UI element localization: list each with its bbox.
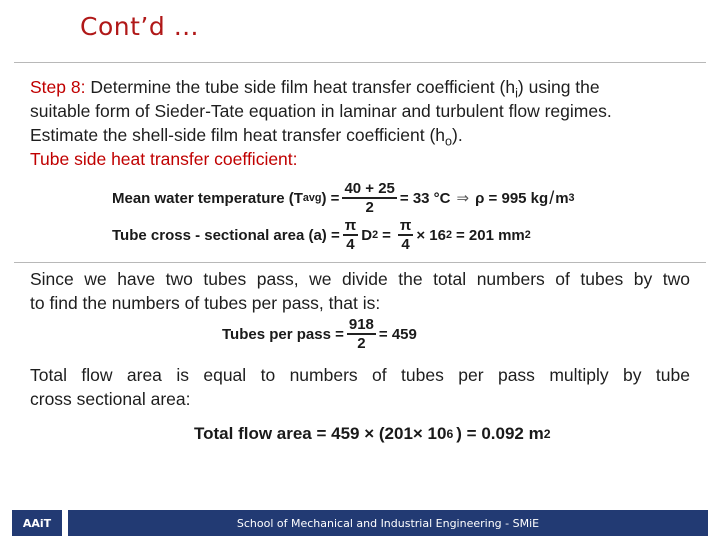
- step-text-3: Estimate the shell-side film heat transfer coefficient (h: [30, 125, 446, 145]
- step-text-3-end: ).: [452, 125, 463, 145]
- implies-arrow: ⇒: [456, 190, 470, 208]
- tubes-per-pass-equation: [222, 316, 417, 353]
- ho-subscript: o: [445, 134, 453, 149]
- area-den-2: 4: [401, 236, 410, 254]
- area-fraction-1: [343, 217, 358, 254]
- area-result: = 201 mm: [455, 226, 525, 244]
- density-unit-sup: 3: [568, 192, 575, 205]
- pass-denominator: 2: [357, 335, 366, 353]
- unit-slash: /: [549, 187, 555, 208]
- flow-eq-pre: Total flow area = 459 × (201× 10: [194, 424, 447, 443]
- footer-institute: AAiT: [12, 510, 62, 536]
- temp-result: = 33 °C: [399, 189, 451, 207]
- flow-text-line-1: Total flow area is equal to numbers of tubes per pass multiply by tube: [30, 365, 690, 385]
- step-label: Step 8:: [30, 77, 86, 97]
- slide-title: Cont’d …: [80, 12, 200, 41]
- area-lhs: Tube cross - sectional area (a) =: [112, 226, 340, 244]
- pass-lhs: Tubes per pass =: [222, 325, 344, 343]
- area-equals: =: [382, 226, 391, 244]
- area-num-1: π: [343, 217, 358, 236]
- pass-text-line-1: Since we have two tubes pass, we divide the total numbers of tubes by two: [30, 269, 690, 289]
- area-times: × 16: [416, 226, 446, 244]
- temp-lhs: Mean water temperature (T: [112, 189, 303, 207]
- cross-section-area-equation: [112, 217, 531, 254]
- pass-text-line-2: to find the numbers of tubes per pass, that is:: [30, 293, 381, 313]
- area-times-sup: 2: [445, 229, 452, 242]
- area-d-sup: 2: [372, 229, 379, 242]
- temp-lhs-end: ) =: [321, 189, 340, 207]
- mean-temperature-equation: [112, 180, 575, 217]
- total-flow-area-equation: [194, 424, 551, 444]
- temp-numerator: 40 + 25: [342, 180, 396, 199]
- area-num-2: π: [398, 217, 413, 236]
- density-value: ρ = 995 kg: [475, 189, 549, 207]
- tube-side-subheading: Tube side heat transfer coefficient:: [30, 149, 298, 169]
- area-fraction-2: [398, 217, 413, 254]
- step-line-2: suitable form of Sieder-Tate equation in laminar and turbulent flow regimes.: [30, 101, 612, 121]
- area-d: D: [361, 226, 373, 244]
- footer-school: School of Mechanical and Industrial Engineering - SMiE: [68, 510, 708, 536]
- temp-fraction: [342, 180, 396, 217]
- flow-eq-exp: 6: [446, 427, 454, 441]
- pass-result: = 459: [378, 325, 417, 343]
- flow-eq-post: ) = 0.092 m: [456, 424, 544, 443]
- area-result-sup: 2: [524, 229, 531, 242]
- title-divider: [14, 62, 706, 63]
- section-divider: [14, 262, 706, 263]
- pass-numerator: 918: [347, 316, 376, 335]
- pass-fraction: [347, 316, 376, 353]
- density-unit: m: [555, 189, 569, 207]
- temp-denominator: 2: [365, 199, 374, 217]
- area-den-1: 4: [346, 236, 355, 254]
- slide-footer: [0, 510, 720, 536]
- temp-lhs-sub: avg: [302, 192, 322, 205]
- step-text-1: Determine the tube side film heat transfer coefficient (h: [85, 77, 516, 97]
- step-text-1-end: ) using the: [517, 77, 600, 97]
- flow-eq-post-sup: 2: [543, 427, 551, 441]
- hi-subscript: i: [515, 86, 518, 101]
- flow-text-line-2: cross sectional area:: [30, 389, 191, 409]
